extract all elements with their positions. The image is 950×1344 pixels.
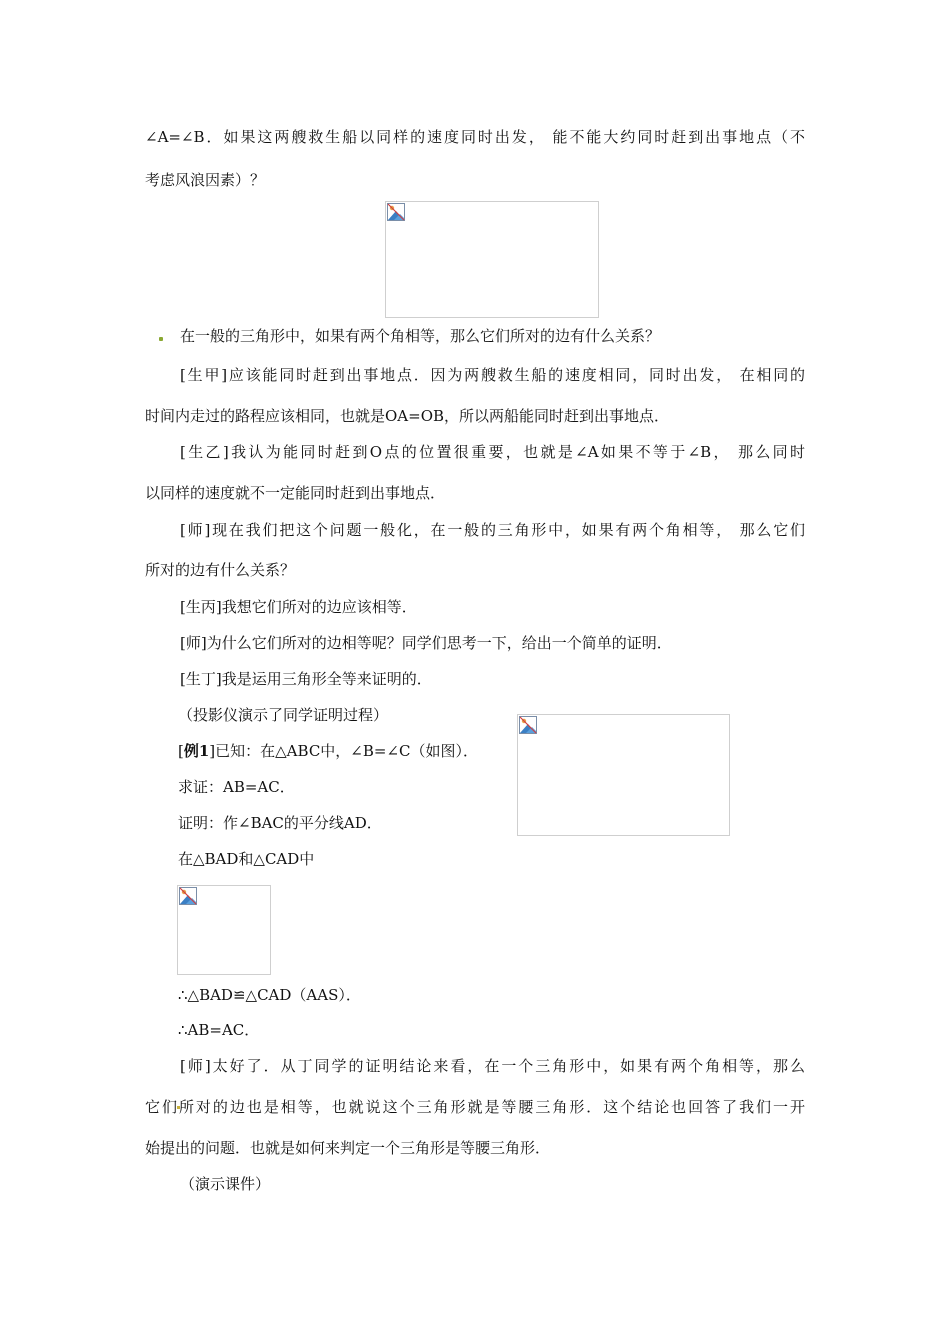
figure-congruence-image [177, 885, 271, 975]
text-line-2: 考虑风浪因素）？ [145, 171, 266, 189]
text-line-21: 它们所对的边也是相等，也就说这个三角形就是等腰三角形．这个结论也回答了我们一开 [145, 1098, 805, 1116]
bullet-dot [159, 337, 163, 341]
text-line-6: [生乙]我认为能同时赶到O点的位置很重要，也就是∠A如果不等于∠B， 那么同时 [180, 443, 805, 461]
text-line-9: 所对的边有什么关系？ [145, 561, 296, 579]
text-line-15: 求证：AB=AC． [178, 778, 295, 796]
figure-ships-image [385, 201, 599, 318]
example-1-line [178, 741, 478, 761]
text-line-19: ∴AB=AC． [178, 1021, 260, 1039]
broken-image-icon [179, 887, 197, 905]
text-line-13: （投影仪演示了同学证明过程） [178, 706, 389, 724]
text-line-7: 以同样的速度就不一定能同时赶到出事地点． [145, 484, 446, 502]
text-line-5: 时间内走过的路程应该相同，也就是OA=OB，所以两船能同时赶到出事地点． [145, 407, 670, 425]
text-line-22: 始提出的问题．也就是如何来判定一个三角形是等腰三角形． [145, 1139, 551, 1157]
text-line-23: （演示课件） [180, 1175, 271, 1193]
text-line-1: ∠A=∠B．如果这两艘救生船以同样的速度同时出发， 能不能大约同时赶到出事地点（不 [145, 128, 805, 146]
text-line-4: [生甲]应该能同时赶到出事地点．因为两艘救生船的速度相同，同时出发， 在相同的 [180, 366, 805, 384]
example-bracket-open: [ [178, 742, 184, 760]
figure-triangle-abc-image [517, 714, 730, 836]
broken-image-icon [387, 203, 405, 221]
text-line-12: [生丁]我是运用三角形全等来证明的． [180, 670, 432, 688]
text-line-20: [师]太好了．从丁同学的证明结论来看，在一个三角形中，如果有两个角相等，那么 [180, 1057, 805, 1075]
text-line-8: [师]现在我们把这个问题一般化，在一般的三角形中，如果有两个角相等， 那么它们 [180, 521, 805, 539]
text-line-17: 在△BAD和△CAD中 [178, 850, 315, 868]
text-line-3: 在一般的三角形中，如果有两个角相等，那么它们所对的边有什么关系？ [180, 327, 661, 345]
broken-image-icon [519, 716, 537, 734]
text-line-10: [生丙]我想它们所对的边应该相等． [180, 598, 417, 616]
text-line-18: ∴△BAD≌△CAD（AAS）． [178, 986, 361, 1004]
text-line-11: [师]为什么它们所对的边相等呢？同学们思考一下，给出一个简单的证明． [180, 634, 672, 652]
example-label: 例1 [183, 742, 210, 760]
text-line-16: 证明：作∠BAC的平分线AD． [178, 814, 382, 832]
example-statement: ]已知：在△ABC中，∠B=∠C（如图）． [209, 742, 479, 760]
